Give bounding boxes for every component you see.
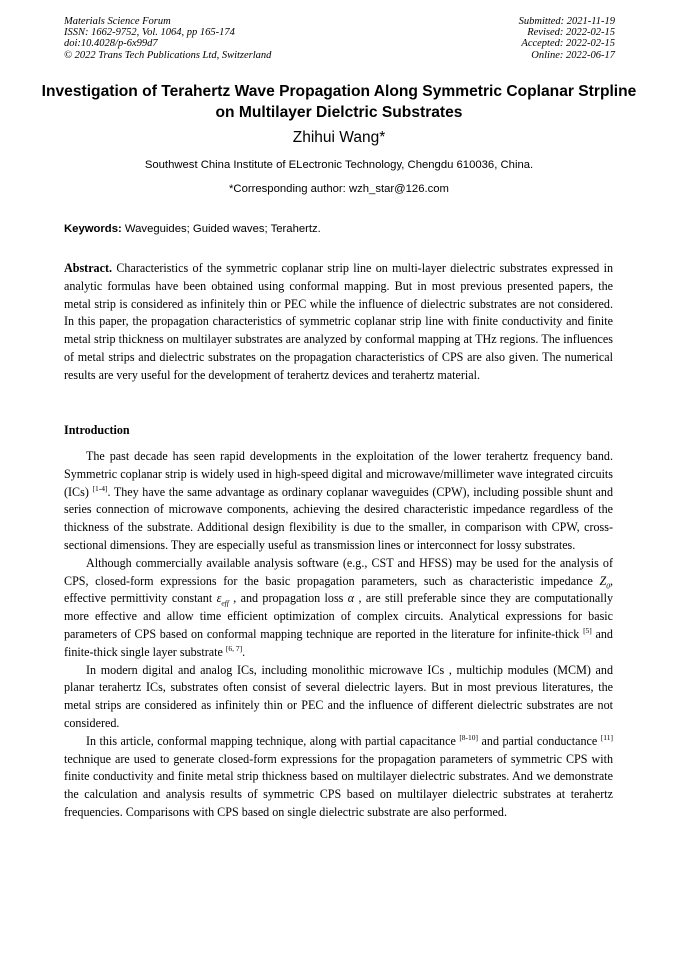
keywords-label: Keywords:	[64, 223, 122, 235]
abstract-text: Characteristics of the symmetric coplanar strip line on multi-layer dielectric substrates expressed in analytic formulas have been obtained using conformal mapping. But in most previous presented papers, the metal strip is considered as infinitely thin or PEC while the influence of dielectric substrates are not considered. In this paper, the propagation characteristics of symmetric coplanar strip line with finite conductivity and finite metal strip thickness on multilayer substrates are analyzed by conformal mapping at THz regions. The influences of metal strips and dielectric substrates on the propagation characteristics of CPS are also given. The numerical results are very useful for the development of terahertz devices and terahertz material.	[64, 261, 613, 382]
citation-8-10: [8-10]	[459, 732, 479, 742]
intro-paragraph-3: In modern digital and analog ICs, including monolithic microwave ICs , multichip modules (MCM) and planar terahertz ICs, substrates often consist of several dielectric layers. But in most previous literatures, the metal strips are considered as infinitely thin or PEC and the influence of different dielectric substrates are not considered.	[64, 662, 613, 730]
keywords-text: Waveguides; Guided waves; Terahertz.	[121, 223, 321, 235]
date-revised: Revised: 2022-02-15	[527, 27, 615, 39]
journal-copyright: © 2022 Trans Tech Publications Ltd, Switzerland	[64, 49, 272, 61]
date-accepted: Accepted: 2022-02-15	[521, 38, 615, 50]
journal-issn: ISSN: 1662-9752, Vol. 1064, pp 165-174	[64, 27, 235, 39]
abstract-label: Abstract.	[64, 261, 113, 275]
section-heading-introduction: Introduction	[64, 423, 130, 437]
intro-paragraph-1: The past decade has seen rapid developments in the exploitation of the lower terahertz frequency band. Symmetric coplanar strip is widely used in high-speed digital and microwave/millimeter wave integrated circuits (ICs) [1-4]. They have the same advantage as ordinary coplanar waveguides (CPW), including possible shunt and series connection of microwave components, achieving the desired characteristic impedance regardless of the thickness of the substrate. Additional design flexibility is due to the smaller, in comparison with CPW, cross-sectional dimensions. They are especially useful as transmission lines or interconnect for lossy substrates.	[64, 449, 613, 552]
symbol-z0: $Z_0$	[599, 573, 610, 590]
author-name: Zhihui Wang*	[292, 129, 386, 146]
date-submitted: Submitted: 2021-11-19	[518, 16, 615, 27]
journal-doi: doi:10.4028/p-6x99d7	[64, 38, 158, 50]
citation-11: [11]	[600, 732, 613, 742]
citation-1-4: [1-4]	[92, 483, 108, 493]
keywords	[64, 223, 321, 235]
author-affiliation: Southwest China Institute of ELectronic Technology, Chengdu 610036, China.	[144, 159, 534, 171]
journal-info	[64, 16, 271, 61]
citation-5: [5]	[583, 625, 592, 635]
symbol-alpha: α	[347, 591, 355, 606]
paper-title: Investigation of Terahertz Wave Propagation Along Symmetric Coplanar Strpline on Multilayer Dielctric Substrates	[41, 83, 637, 121]
abstract	[64, 260, 613, 385]
symbol-epsilon-eff: $\varepsilon_{eff}$	[216, 591, 229, 608]
introduction-body	[64, 448, 613, 822]
citation-6-7: [6, 7]	[225, 643, 243, 653]
corresponding-author: *Corresponding author: wzh_star@126.com	[229, 183, 449, 195]
intro-paragraph-2: Although commercially available analysis software (e.g., CST and HFSS) may be used for the analysis of CPS, closed-form expressions for the basic propagation parameters, such as characteristic impedance $Z_0$, effective permittivity constant $\varepsilon_{eff}$ , and propagation loss α , are still preferable since they are computationally more effective and allow time efficient optimization of complex circuits. Analytical expressions for basic parameters of CPS based on conformal mapping technique are reported in the literature for infinite-thick [5] and finite-thick single layer substrate [6, 7].	[64, 555, 613, 659]
intro-paragraph-4: In this article, conformal mapping technique, along with partial capacitance [8-10] and partial conductance [11] technique are used to generate closed-form expressions for the propagation parameters of symmetric CPS with finite conductivity and finite metal strip thickness based on multilayer dielectric substrates. And we demonstrate the calculation and analysis results of symmetric CPS based on multilayer dielectric substrates at terahertz frequencies. Comparisons with CPS based on single dielectric substrate are also performed.	[64, 732, 613, 819]
date-online: Online: 2022-06-17	[531, 49, 615, 61]
submission-dates	[519, 16, 615, 61]
journal-name: Materials Science Forum	[64, 16, 171, 27]
